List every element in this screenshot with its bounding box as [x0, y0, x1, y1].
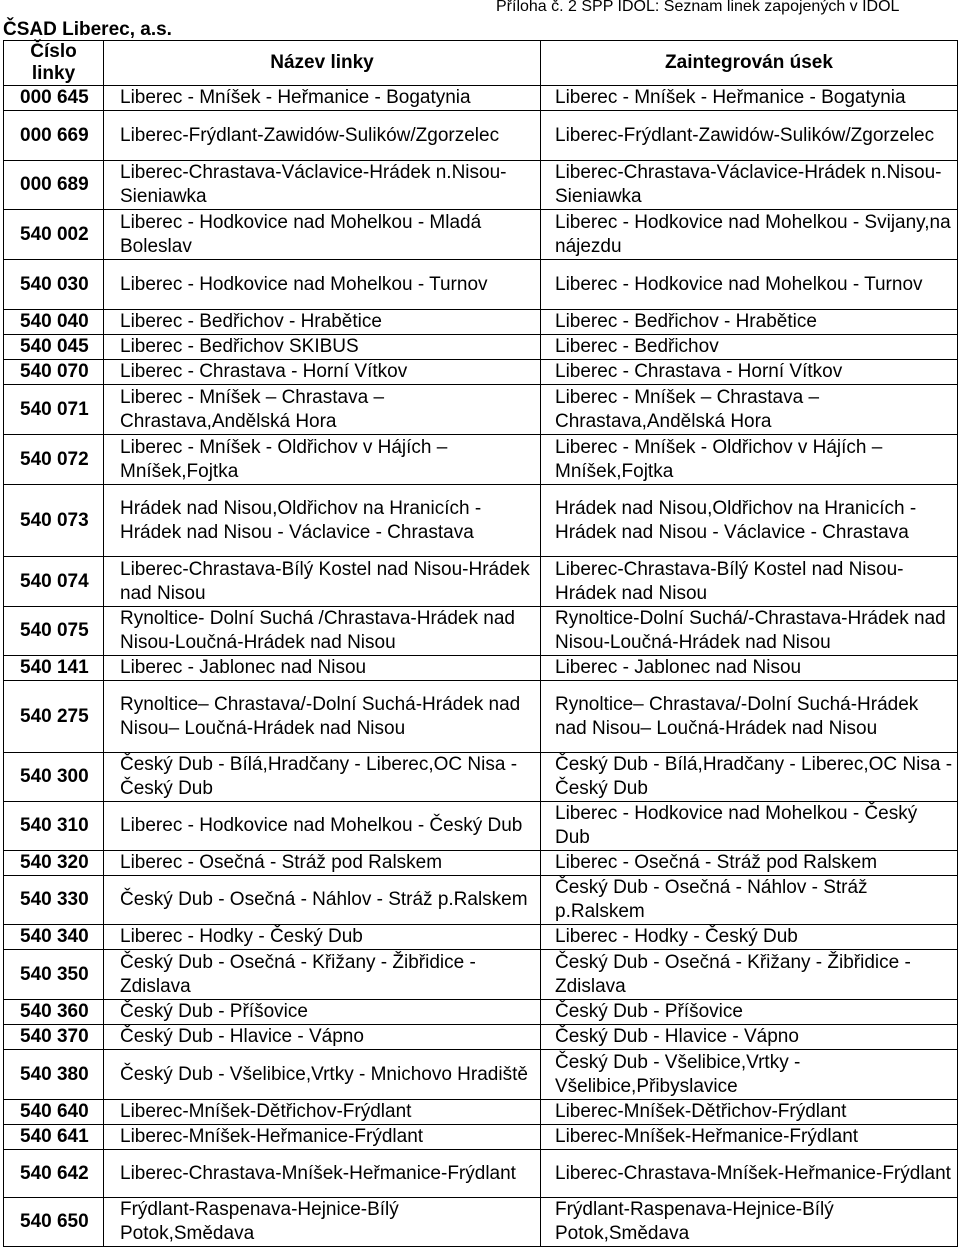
attachment-title: Příloha č. 2 SPP IDOL: Seznam linek zapojených v IDOL [496, 0, 900, 15]
integrated-segment: Liberec-Chrastava-Václavice-Hrádek n.Nisou-Sieniawka [541, 161, 958, 210]
line-name: Liberec - Hodkovice nad Mohelkou - Turnov [104, 260, 541, 310]
line-number: 000 689 [4, 161, 104, 210]
integrated-segment: Liberec - Bedřichov - Hrabětice [541, 310, 958, 335]
line-number: 540 642 [4, 1150, 104, 1198]
table-row [4, 950, 958, 1000]
line-number: 540 002 [4, 210, 104, 260]
column-header-number: Číslo linky [4, 41, 104, 86]
integrated-segment: Liberec-Mníšek-Dětřichov-Frýdlant [541, 1100, 958, 1125]
table-row [4, 111, 958, 161]
column-header-name: Název linky [104, 41, 541, 86]
table-row [4, 851, 958, 876]
table-row [4, 1150, 958, 1198]
integrated-segment: Liberec - Bedřichov [541, 335, 958, 360]
table-row [4, 681, 958, 753]
table-row [4, 1100, 958, 1125]
line-number: 540 340 [4, 925, 104, 950]
integrated-segment: Český Dub - Příšovice [541, 1000, 958, 1025]
line-name: Liberec - Hodkovice nad Mohelkou - Mladá Boleslav [104, 210, 541, 260]
integrated-segment: Liberec - Jablonec nad Nisou [541, 656, 958, 681]
line-name: Liberec-Mníšek-Dětřichov-Frýdlant [104, 1100, 541, 1125]
table-row [4, 1025, 958, 1050]
integrated-segment: Český Dub - Bílá,Hradčany - Liberec,OC Nisa - Český Dub [541, 753, 958, 802]
line-name: Rynoltice– Chrastava/-Dolní Suchá-Hrádek nad Nisou– Loučná-Hrádek nad Nisou [104, 681, 541, 753]
document-header [0, 0, 960, 40]
integrated-segment: Český Dub - Všelibice,Vrtky - Všelibice,Přibyslavice [541, 1050, 958, 1100]
line-number: 540 071 [4, 385, 104, 435]
table-row [4, 753, 958, 802]
line-number: 540 300 [4, 753, 104, 802]
line-number: 540 070 [4, 360, 104, 385]
integrated-segment: Český Dub - Osečná - Křižany - Žibřidice - Zdislava [541, 950, 958, 1000]
integrated-segment: Liberec-Mníšek-Heřmanice-Frýdlant [541, 1125, 958, 1150]
line-number: 540 275 [4, 681, 104, 753]
integrated-segment: Liberec - Hodkovice nad Mohelkou - Český Dub [541, 802, 958, 851]
line-number: 540 310 [4, 802, 104, 851]
line-number: 540 040 [4, 310, 104, 335]
integrated-segment: Liberec-Frýdlant-Zawidów-Sulików/Zgorzelec [541, 111, 958, 161]
line-name: Liberec-Mníšek-Heřmanice-Frýdlant [104, 1125, 541, 1150]
table-row [4, 485, 958, 557]
line-name: Liberec-Frýdlant-Zawidów-Sulików/Zgorzelec [104, 111, 541, 161]
integrated-segment: Liberec-Chrastava-Bílý Kostel nad Nisou-Hrádek nad Nisou [541, 557, 958, 607]
line-name: Liberec-Chrastava-Mníšek-Heřmanice-Frýdlant [104, 1150, 541, 1198]
line-number: 540 380 [4, 1050, 104, 1100]
table-row [4, 435, 958, 485]
table-row [4, 310, 958, 335]
line-number: 540 141 [4, 656, 104, 681]
integrated-segment: Hrádek nad Nisou,Oldřichov na Hranicích - Hrádek nad Nisou - Václavice - Chrastava [541, 485, 958, 557]
integrated-segment: Liberec - Mníšek – Chrastava – Chrastava,Andělská Hora [541, 385, 958, 435]
integrated-segment: Liberec - Mníšek - Oldřichov v Hájích – Mníšek,Fojtka [541, 435, 958, 485]
line-number: 540 073 [4, 485, 104, 557]
line-name: Liberec - Chrastava - Horní Vítkov [104, 360, 541, 385]
line-name: Liberec - Mníšek – Chrastava – Chrastava,Andělská Hora [104, 385, 541, 435]
line-number: 540 045 [4, 335, 104, 360]
integrated-segment: Liberec - Mníšek - Heřmanice - Bogatynia [541, 86, 958, 111]
line-name: Liberec-Chrastava-Václavice-Hrádek n.Nisou-Sieniawka [104, 161, 541, 210]
table-row [4, 1198, 958, 1247]
line-number: 540 641 [4, 1125, 104, 1150]
table-row [4, 1125, 958, 1150]
integrated-segment: Rynoltice-Dolní Suchá/-Chrastava-Hrádek nad Nisou-Loučná-Hrádek nad Nisou [541, 607, 958, 656]
line-name: Český Dub - Osečná - Křižany - Žibřidice - Zdislava [104, 950, 541, 1000]
line-number: 540 075 [4, 607, 104, 656]
line-number: 540 640 [4, 1100, 104, 1125]
line-name: Český Dub - Osečná - Náhlov - Stráž p.Ralskem [104, 876, 541, 925]
integrated-segment: Liberec - Hodky - Český Dub [541, 925, 958, 950]
line-number: 000 645 [4, 86, 104, 111]
table-row [4, 360, 958, 385]
line-name: Liberec - Mníšek - Oldřichov v Hájích – Mníšek,Fojtka [104, 435, 541, 485]
line-number: 540 030 [4, 260, 104, 310]
line-number: 540 074 [4, 557, 104, 607]
table-row [4, 607, 958, 656]
line-number: 000 669 [4, 111, 104, 161]
integrated-segment: Liberec - Chrastava - Horní Vítkov [541, 360, 958, 385]
line-name: Český Dub - Bílá,Hradčany - Liberec,OC Nisa - Český Dub [104, 753, 541, 802]
line-number: 540 370 [4, 1025, 104, 1050]
integrated-segment: Frýdlant-Raspenava-Hejnice-Bílý Potok,Smědava [541, 1198, 958, 1247]
table-row [4, 557, 958, 607]
table-header-row [4, 41, 958, 86]
table-row [4, 335, 958, 360]
table-row [4, 260, 958, 310]
integrated-segment: Český Dub - Osečná - Náhlov - Stráž p.Ralskem [541, 876, 958, 925]
table-row [4, 210, 958, 260]
table-row [4, 161, 958, 210]
line-number: 540 330 [4, 876, 104, 925]
line-name: Liberec - Hodkovice nad Mohelkou - Český Dub [104, 802, 541, 851]
table-row [4, 385, 958, 435]
line-name: Český Dub - Příšovice [104, 1000, 541, 1025]
line-name: Český Dub - Všelibice,Vrtky - Mnichovo Hradiště [104, 1050, 541, 1100]
table-row [4, 925, 958, 950]
line-name: Rynoltice- Dolní Suchá /Chrastava-Hrádek nad Nisou-Loučná-Hrádek nad Nisou [104, 607, 541, 656]
bus-lines-table [3, 40, 958, 1247]
table-row [4, 1050, 958, 1100]
line-name: Liberec - Mníšek - Heřmanice - Bogatynia [104, 86, 541, 111]
column-header-segment: Zaintegrován úsek [541, 41, 958, 86]
line-number: 540 320 [4, 851, 104, 876]
company-name: ČSAD Liberec, a.s. [3, 19, 172, 40]
line-number: 540 360 [4, 1000, 104, 1025]
integrated-segment: Liberec - Hodkovice nad Mohelkou - Svijany,na nájezdu [541, 210, 958, 260]
line-number: 540 650 [4, 1198, 104, 1247]
line-name: Liberec - Jablonec nad Nisou [104, 656, 541, 681]
line-name: Liberec - Hodky - Český Dub [104, 925, 541, 950]
table-row [4, 656, 958, 681]
table-row [4, 86, 958, 111]
line-number: 540 072 [4, 435, 104, 485]
line-name: Frýdlant-Raspenava-Hejnice-Bílý Potok,Smědava [104, 1198, 541, 1247]
line-name: Liberec - Bedřichov SKIBUS [104, 335, 541, 360]
line-name: Český Dub - Hlavice - Vápno [104, 1025, 541, 1050]
integrated-segment: Liberec-Chrastava-Mníšek-Heřmanice-Frýdlant [541, 1150, 958, 1198]
integrated-segment: Rynoltice– Chrastava/-Dolní Suchá-Hrádek nad Nisou– Loučná-Hrádek nad Nisou [541, 681, 958, 753]
table-row [4, 1000, 958, 1025]
integrated-segment: Český Dub - Hlavice - Vápno [541, 1025, 958, 1050]
line-name: Hrádek nad Nisou,Oldřichov na Hranicích - Hrádek nad Nisou - Václavice - Chrastava [104, 485, 541, 557]
line-name: Liberec - Osečná - Stráž pod Ralskem [104, 851, 541, 876]
line-name: Liberec-Chrastava-Bílý Kostel nad Nisou-Hrádek nad Nisou [104, 557, 541, 607]
line-name: Liberec - Bedřichov - Hrabětice [104, 310, 541, 335]
integrated-segment: Liberec - Hodkovice nad Mohelkou - Turnov [541, 260, 958, 310]
integrated-segment: Liberec - Osečná - Stráž pod Ralskem [541, 851, 958, 876]
table-row [4, 876, 958, 925]
table-row [4, 802, 958, 851]
line-number: 540 350 [4, 950, 104, 1000]
